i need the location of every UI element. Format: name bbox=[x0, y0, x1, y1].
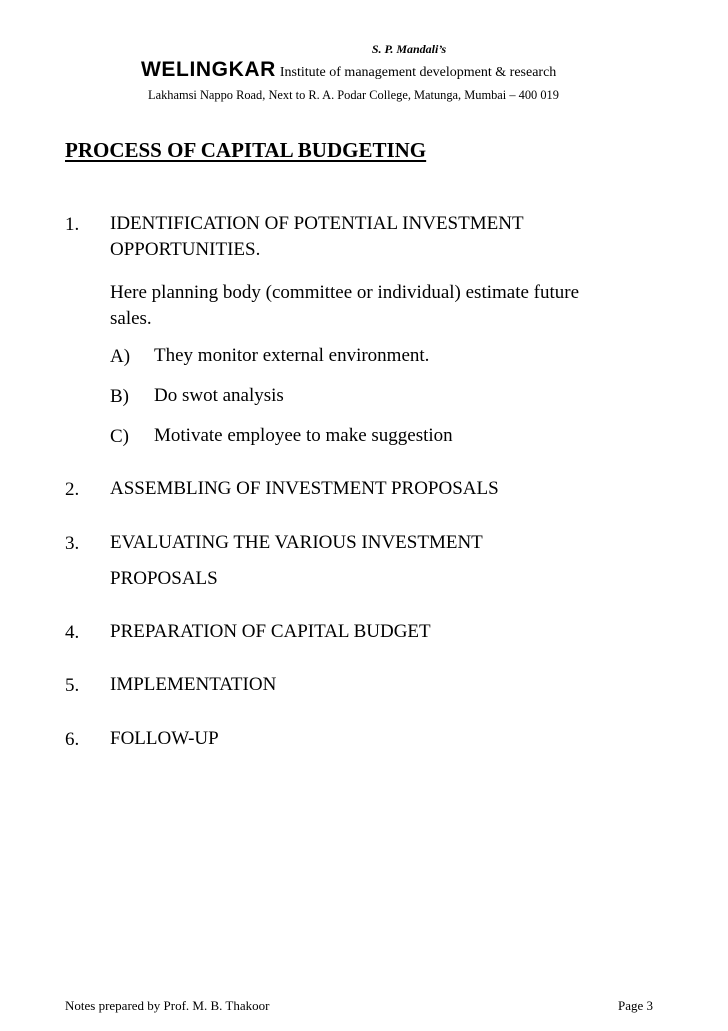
header-brand: WELINGKAR bbox=[141, 58, 276, 81]
step-number: 3. bbox=[65, 533, 80, 554]
header-top-line: S. P. Mandali’s bbox=[371, 42, 447, 56]
footer-page-number: Page 3 bbox=[617, 998, 653, 1013]
step-description-continued: sales. bbox=[110, 308, 152, 329]
step-heading: IDENTIFICATION OF POTENTIAL INVESTMENT bbox=[110, 213, 524, 234]
step-heading: PREPARATION OF CAPITAL BUDGET bbox=[110, 621, 431, 642]
step-heading-continued: PROPOSALS bbox=[110, 568, 218, 589]
subitem-letter: A) bbox=[110, 346, 131, 367]
page-title: PROCESS OF CAPITAL BUDGETING bbox=[65, 138, 427, 162]
subitem-letter: C) bbox=[110, 426, 129, 447]
header-institute-line bbox=[141, 58, 556, 82]
header-address: Lakhamsi Nappo Road, Next to R. A. Podar College, Matunga, Mumbai – 400 019 bbox=[148, 88, 559, 102]
step-number: 4. bbox=[65, 622, 80, 643]
footer-author: Notes prepared by Prof. M. B. Thakoor bbox=[65, 998, 270, 1013]
step-number: 6. bbox=[65, 729, 80, 750]
step-number: 1. bbox=[65, 214, 80, 235]
step-heading-continued: OPPORTUNITIES. bbox=[110, 239, 261, 260]
step-number: 2. bbox=[65, 479, 80, 500]
step-heading: EVALUATING THE VARIOUS INVESTMENT bbox=[110, 532, 483, 553]
step-number: 5. bbox=[65, 675, 80, 696]
header-tagline: Institute of management development & research bbox=[279, 65, 557, 80]
step-heading: ASSEMBLING OF INVESTMENT PROPOSALS bbox=[110, 478, 499, 499]
step-heading: IMPLEMENTATION bbox=[110, 674, 277, 695]
step-heading: FOLLOW-UP bbox=[110, 728, 219, 749]
subitem-letter: B) bbox=[110, 386, 129, 407]
subitem-text: They monitor external environment. bbox=[154, 345, 430, 366]
step-description: Here planning body (committee or individual) estimate future bbox=[110, 282, 580, 303]
subitem-text: Do swot analysis bbox=[154, 385, 284, 406]
subitem-text: Motivate employee to make suggestion bbox=[154, 425, 453, 446]
